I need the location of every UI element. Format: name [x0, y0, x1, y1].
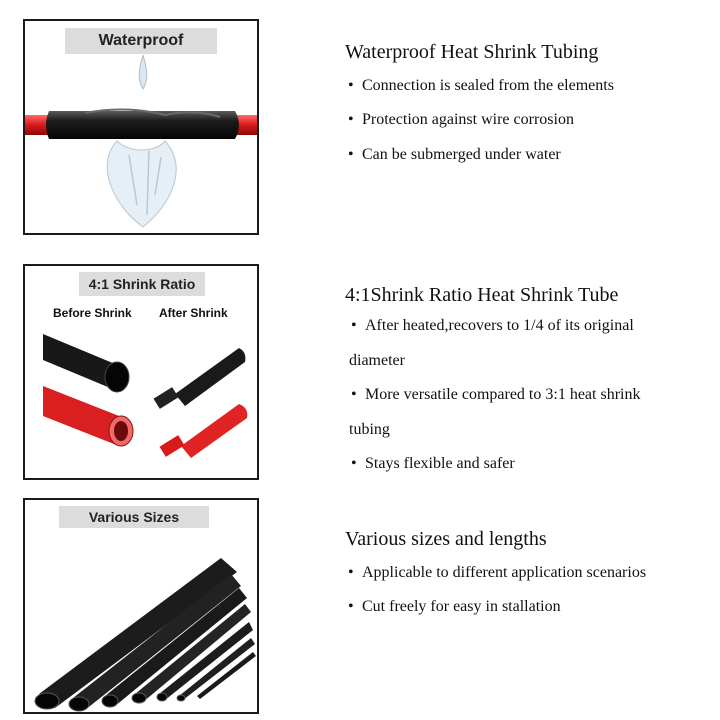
- bullet-item: • Protection against wire corrosion: [348, 111, 574, 128]
- various-sizes-illustration: [25, 534, 257, 714]
- bullet-dot: •: [348, 564, 354, 581]
- bullet-dot: •: [348, 598, 354, 615]
- waterproof-tag: Waterproof: [65, 28, 217, 54]
- bullet-item: • More versatile compared to 3:1 heat shrink: [351, 386, 641, 403]
- before-shrink-label: Before Shrink: [53, 306, 132, 320]
- shrink-ratio-text: [345, 283, 641, 472]
- bullet-item: • After heated,recovers to 1/4 of its original: [351, 317, 634, 334]
- bullet-item: • Applicable to different application scenarios: [348, 564, 647, 581]
- bullet-dot: •: [351, 455, 357, 472]
- shrink-ratio-heading: 4:1Shrink Ratio Heat Shrink Tube: [345, 284, 619, 306]
- bullet-continuation: diameter: [349, 352, 405, 369]
- bullet-item: • Can be submerged under water: [348, 146, 561, 163]
- waterproof-image-panel: [23, 19, 259, 235]
- various-sizes-image-panel: [23, 498, 259, 714]
- waterproof-tubing-illustration: [25, 55, 257, 235]
- various-sizes-tag: Various Sizes: [59, 506, 209, 528]
- waterproof-heading: Waterproof Heat Shrink Tubing: [345, 41, 599, 63]
- shrink-ratio-tag: 4:1 Shrink Ratio: [79, 272, 205, 296]
- bullet-dot: •: [351, 317, 357, 334]
- bullet-dot: •: [348, 146, 354, 163]
- bullet-item: • Cut freely for easy in stallation: [348, 598, 561, 615]
- various-sizes-text: [345, 527, 647, 615]
- bullet-item: • Connection is sealed from the elements: [348, 77, 614, 94]
- shrink-comparison-illustration: [25, 326, 257, 476]
- various-sizes-heading: Various sizes and lengths: [345, 528, 547, 550]
- shrink-ratio-image-panel: [23, 264, 259, 480]
- bullet-dot: •: [351, 386, 357, 403]
- waterproof-text: [345, 40, 614, 163]
- after-shrink-label: After Shrink: [159, 306, 228, 320]
- bullet-dot: •: [348, 111, 354, 128]
- bullet-dot: •: [348, 77, 354, 94]
- bullet-item: • Stays flexible and safer: [351, 455, 515, 472]
- bullet-continuation: tubing: [349, 421, 390, 438]
